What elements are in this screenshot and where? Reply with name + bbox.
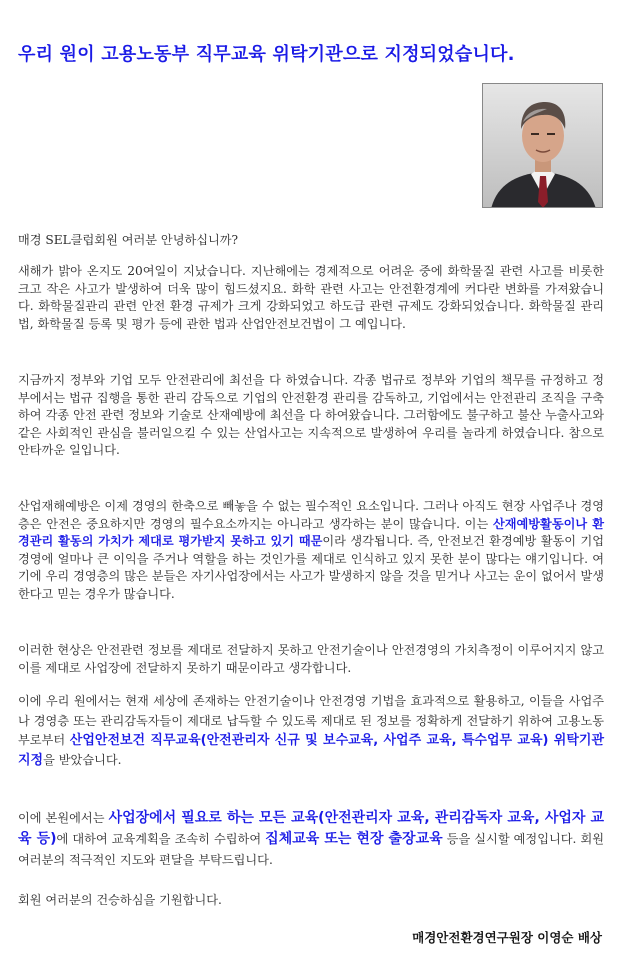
paragraph-6-text-a: 이에 본원에서는 xyxy=(18,811,109,825)
paragraph-6-highlight-2: 집체교육 또는 현장 출장교육 xyxy=(265,831,443,847)
paragraph-6-text-c: 등을 실시할 예정입니다. 회원 여러분의 적극적인 지도와 편달을 부탁드립니다. xyxy=(18,832,604,867)
paragraph-5 xyxy=(18,692,604,770)
page-title: 우리 원이 고용노동부 직무교육 위탁기관으로 지정되었습니다. xyxy=(18,44,515,65)
paragraph-3-highlight: 산재예방활동이나 환경관리 활동의 가치가 제대로 평가받지 못하고 있기 때문 xyxy=(18,516,605,548)
paragraph-2: 지금까지 정부와 기업 모두 안전관리에 최선을 다 하였습니다. 각종 법규로 정부와 기업의 책무를 규정하고 정부에서는 법규 집행을 통한 관리 감독으로 기업의 안전환경 관리를 감독하고, 기업에서는 안전관리 조직을 구축하여 각종 안전 관련 정보와 기술로 산재예방에 최선을 다 하여왔습니다. 그러함에도 불구하고 불산 누출사고와 같은 사회적인 관심을 불러일으킬 수 있는 산업사고는 지속적으로 발생하여 우리를 놀라게 하였습니다. 참으로 안타까운 일입니다. xyxy=(18,373,604,457)
paragraph-3 xyxy=(18,498,604,603)
greeting: 매경 SEL클럽회원 여러분 안녕하십니까? xyxy=(18,233,239,247)
paragraph-6-highlight-1: 사업장에서 필요로 하는 모든 교육(안전관리자 교육, 관리감독자 교육, 사업자 교육 등) xyxy=(18,810,604,847)
paragraph-3-text-b: 이라 생각됩니다. 즉, 안전보건 환경예방 활동이 기업경영에 얼마나 큰 이익을 주거나 역할을 하는 것인가를 제대로 인식하고 있지 못한 분이 많다는 얘기입니다. 여기에 우리 경영층의 많은 분들은 자기사업장에서는 사고가 발생하지 않을 것을 믿거나 사고는 운이 없어서 발생한다고 믿는 경우가 많습니다. xyxy=(18,534,604,601)
closing-line: 회원 여러분의 건승하심을 기원합니다. xyxy=(18,893,222,907)
paragraph-6 xyxy=(18,808,604,871)
signature: 매경안전환경연구원장 이영순 배상 xyxy=(412,930,602,945)
paragraph-5-text-b: 을 받았습니다. xyxy=(43,752,122,767)
paragraph-1: 새해가 밝아 온지도 20여일이 지났습니다. 지난해에는 경제적으로 어려운 중에 화학물질 관련 사고를 비롯한 크고 작은 사고가 발생하여 더욱 많이 힘드셨지요. 화학 관련 사고는 안전환경계에 커다란 변화를 가져왔습니다. 화학물질관리 관련 안전 환경 규제가 크게 강화되었고 하도급 관련 규제도 강화되었습니다. 화학물질 관리법, 화학물질 등록 및 평가 등에 관한 법과 산업안전보건법이 그 예입니다. xyxy=(18,264,604,331)
author-portrait xyxy=(482,83,603,208)
paragraph-4: 이러한 현상은 안전관련 정보를 제대로 전달하지 못하고 안전기술이나 안전경영의 가치측정이 이루어지지 않고 이를 제대로 사업장에 전달하지 못하기 때문이라고 생각합니다. xyxy=(18,643,604,675)
paragraph-5-highlight: 산업안전보건 직무교육(안전관리자 신규 및 보수교육, 사업주 교육, 특수업무 교육) 위탁기관 지정 xyxy=(18,733,605,768)
paragraph-6-text-b: 에 대하여 교육계획을 조속히 수립하여 xyxy=(56,832,266,846)
paragraph-3-text-a: 산업재해예방은 이제 경영의 한축으로 빼놓을 수 없는 필수적인 요소입니다. 그러나 아직도 현장 사업주나 경영층은 안전은 중요하지만 경영의 필수요소까지는 아니라고 생각하는 분이 많습니다. 이는 xyxy=(18,499,604,531)
paragraph-5-text-a: 이에 우리 원에서는 현재 세상에 존재하는 안전기술이나 안전경영 기법을 효과적으로 활용하고, 이들을 사업주나 경영층 또는 관리감독자들이 제대로 납득할 수 있도록 제대로 된 정보를 정확하게 전달하기 위하여 고용노동부로부터 xyxy=(18,694,604,747)
